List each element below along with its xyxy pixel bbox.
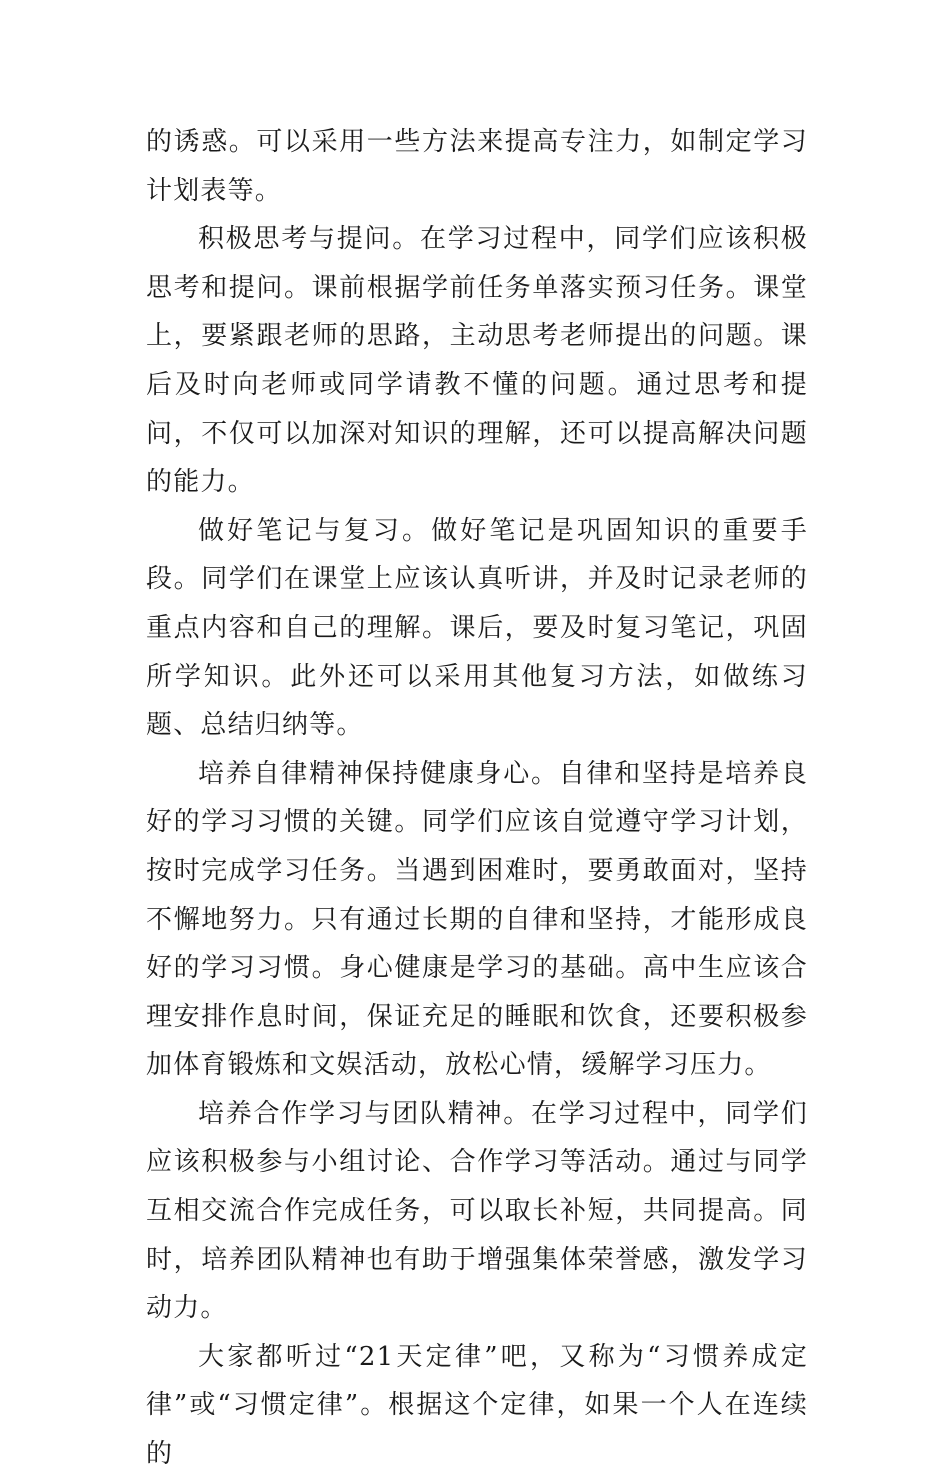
paragraph-21-day-rule: 大家都听过“21天定律”吧，又称为“习惯养成定律”或“习惯定律”。根据这个定律，如果一个人在连续的 (146, 1341, 808, 1470)
paragraph-notes-review: 做好笔记与复习。做好笔记是巩固知识的重要手段。同学们在课堂上应该认真听讲，并及时记录老师的重点内容和自己的理解。课后，要及时复习笔记，巩固所学知识。此外还可以采用其他复习方法，如做练习题、总结归纳等。 (146, 515, 808, 741)
paragraph-cooperation: 培养合作学习与团队精神。在学习过程中，同学们应该积极参与小组讨论、合作学习等活动。通过与同学互相交流合作完成任务，可以取长补短，共同提高。同时，培养团队精神也有助于增强集体荣誉感，激发学习动力。 (146, 1098, 808, 1324)
document-body (146, 118, 808, 1479)
paragraph-thinking-questioning: 积极思考与提问。在学习过程中，同学们应该积极思考和提问。课前根据学前任务单落实预习任务。课堂上，要紧跟老师的思路，主动思考老师提出的问题。课后及时向老师或同学请教不懂的问题。通过思考和提问，不仅可以加深对知识的理解，还可以提高解决问题的能力。 (146, 224, 808, 498)
paragraph-focus-continuation: 的诱惑。可以采用一些方法来提高专注力，如制定学习计划表等。 (146, 127, 808, 206)
paragraph-self-discipline: 培养自律精神保持健康身心。自律和坚持是培养良好的学习习惯的关键。同学们应该自觉遵守学习计划，按时完成学习任务。当遇到困难时，要勇敢面对，坚持不懈地努力。只有通过长期的自律和坚持，才能形成良好的学习习惯。身心健康是学习的基础。高中生应该合理安排作息时间，保证充足的睡眠和饮食，还要积极参加体育锻炼和文娱活动，放松心情，缓解学习压力。 (146, 758, 808, 1081)
